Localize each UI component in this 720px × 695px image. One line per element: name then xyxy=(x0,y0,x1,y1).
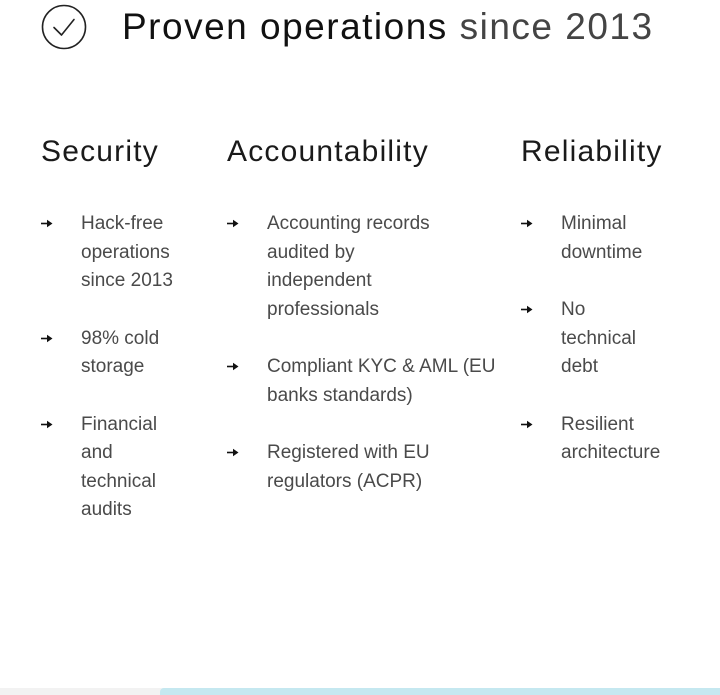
list-item xyxy=(521,411,701,468)
reliability-list xyxy=(521,210,701,468)
column-title: Reliability xyxy=(521,135,663,168)
arrow-right-icon xyxy=(41,420,53,429)
arrow-right-icon xyxy=(41,219,53,228)
list-item xyxy=(41,325,191,382)
list-item-text: Hack-free operations since 2013 xyxy=(81,213,173,291)
list-item xyxy=(227,353,497,410)
headline-strong: Proven operations xyxy=(122,6,448,47)
list-item-text: Resilient architecture xyxy=(561,413,661,463)
arrow-right-icon xyxy=(41,334,53,343)
list-item-text: Registered with EU regulators (ACPR) xyxy=(267,442,430,492)
security-list xyxy=(41,210,191,525)
list-item xyxy=(41,411,191,525)
list-item-text: Financial and technical audits xyxy=(81,413,158,520)
column-title: Security xyxy=(41,135,159,168)
arrow-right-icon xyxy=(227,448,239,457)
list-item xyxy=(521,296,701,382)
bottom-accent-strip xyxy=(160,688,720,695)
reliability-column xyxy=(521,132,701,497)
column-title: Accountability xyxy=(227,135,429,168)
accountability-column xyxy=(227,132,497,525)
headline-light: since 2013 xyxy=(459,6,654,47)
list-item-text: Minimal downtime xyxy=(561,213,643,263)
arrow-right-icon xyxy=(227,219,239,228)
list-item xyxy=(41,210,191,296)
arrow-right-icon xyxy=(521,420,533,429)
list-item-text: Compliant KYC & AML (EU banks standards) xyxy=(267,356,496,406)
list-item-text: Accounting records audited by independent professionals xyxy=(267,213,430,320)
accountability-list xyxy=(227,210,497,496)
arrow-right-icon xyxy=(521,305,533,314)
list-item xyxy=(227,439,497,496)
list-item xyxy=(227,210,497,324)
check-circle-icon xyxy=(41,4,87,50)
arrow-right-icon xyxy=(227,362,239,371)
security-column xyxy=(41,132,191,554)
list-item-text: 98% cold storage xyxy=(81,327,160,377)
headline-text xyxy=(122,6,654,48)
arrow-right-icon xyxy=(521,219,533,228)
headline xyxy=(41,4,654,50)
list-item-text: No technical debt xyxy=(561,299,636,377)
list-item xyxy=(521,210,701,267)
